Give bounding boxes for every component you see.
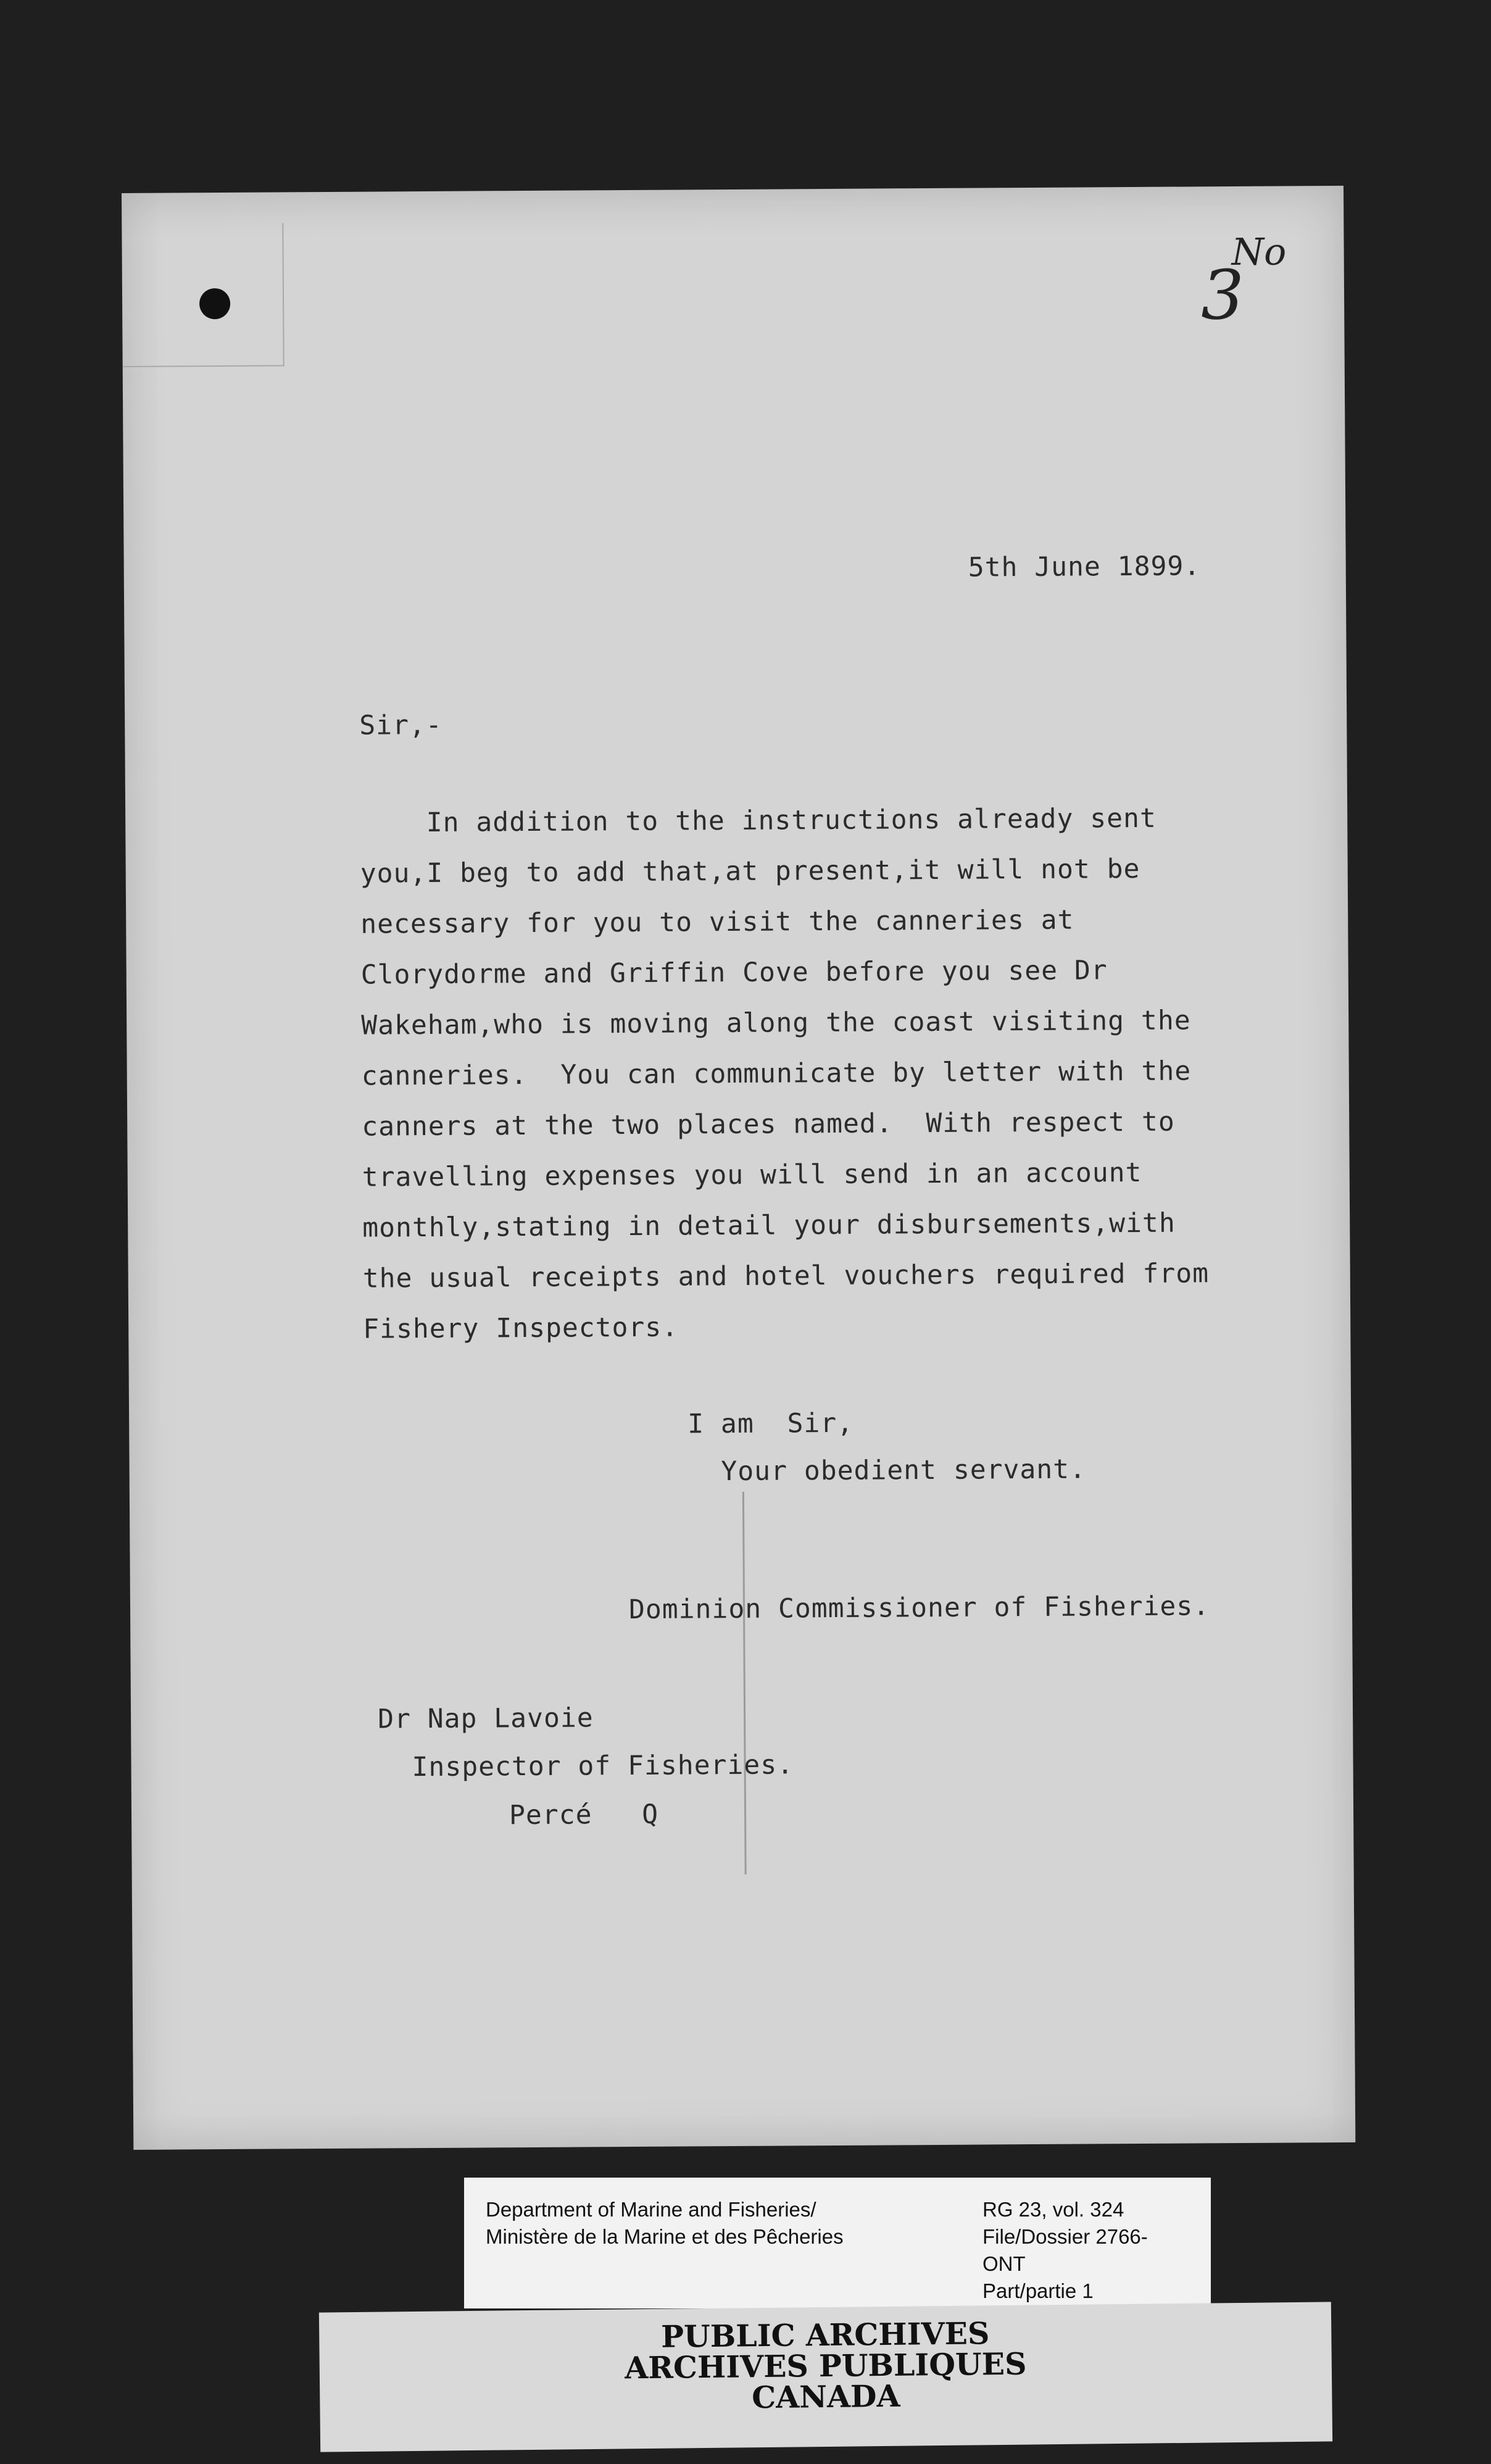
addressee-name: Dr Nap Lavoie [377, 1702, 594, 1735]
reference-line: RG 23, vol. 324 [982, 2198, 1124, 2221]
folio-mark-no: No [1231, 230, 1287, 275]
body-line: In addition to the instructions already sent [360, 802, 1157, 839]
archive-reference-tag [464, 2178, 1211, 2308]
folio-mark [1200, 230, 1306, 354]
stamp-line: PUBLIC ARCHIVES [660, 2315, 990, 2355]
department-fr: Ministère de la Marine et des Pêcheries [486, 2225, 844, 2248]
body-line: canners at the two places named. With respect to [362, 1106, 1175, 1143]
body-line: monthly,stating in detail your disbursements,with [362, 1207, 1176, 1244]
body-line: the usual receipts and hotel vouchers required from [362, 1258, 1210, 1294]
addressee-place: Percé Q [509, 1799, 659, 1831]
addressee-title: Inspector of Fisheries. [412, 1749, 794, 1783]
body-line: Clorydorme and Griffin Cove before you see Dr [360, 955, 1108, 991]
stamp-line: CANADA [751, 2378, 900, 2416]
fold-line [742, 1492, 747, 1875]
reference-line: Part/partie 1 [982, 2279, 1094, 2302]
body-line: necessary for you to visit the canneries at [360, 904, 1074, 940]
body-line: Fishery Inspectors. [363, 1312, 679, 1345]
stamp-line: ARCHIVES PUBLIQUES [624, 2345, 1027, 2386]
reference-line: File/Dossier 2766- [982, 2225, 1148, 2248]
letter-page [122, 186, 1355, 2150]
salutation: Sir,- [359, 709, 442, 741]
body-line: you,I beg to add that,at present,it will not be [360, 853, 1140, 889]
body-line: travelling expenses you will send in an account [362, 1157, 1142, 1193]
reference-line: ONT [982, 2252, 1026, 2275]
punch-hole [199, 288, 230, 319]
archive-stamp [319, 2302, 1332, 2452]
body-line: canneries. You can communicate by letter with the [361, 1055, 1192, 1092]
letter-date: 5th June 1899. [968, 551, 1201, 583]
closing-line: Your obedient servant. [687, 1454, 1087, 1488]
closing-line: I am Sir, [687, 1407, 854, 1440]
folio-number: 3 [1200, 255, 1245, 335]
department-en: Department of Marine and Fisheries/ [486, 2198, 816, 2221]
signature-title: Dominion Commissioner of Fisheries. [628, 1591, 1210, 1626]
body-line: Wakeham,who is moving along the coast visiting the [361, 1005, 1191, 1041]
